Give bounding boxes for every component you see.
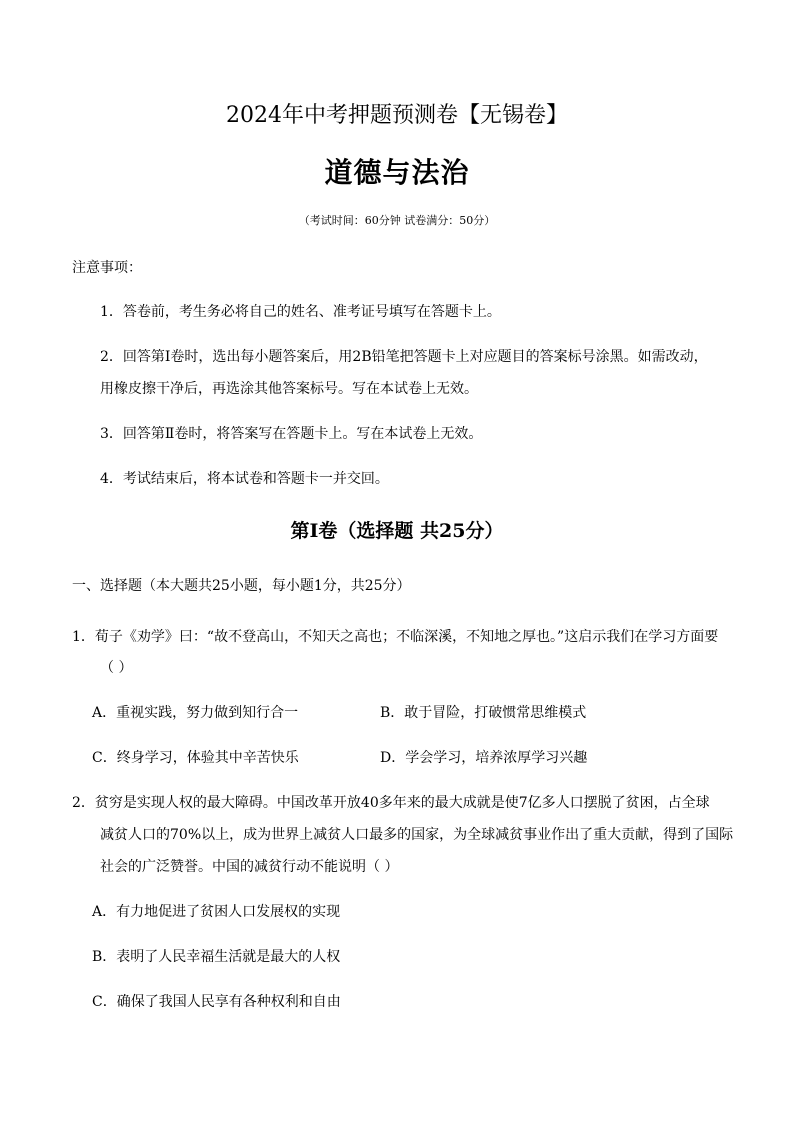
question-2-option-c: C．确保了我国人民享有各种权利和自由 (92, 994, 341, 1010)
question-2-stem-line-2: 减贫人口的70%以上，成为世界上减贫人口最多的国家，为全球减贫事业作出了重大贡献，得到了国际 (100, 827, 734, 843)
question-2-option-b: B．表明了人民幸福生活就是最大的人权 (92, 949, 341, 965)
section-title: 第Ⅰ卷（选择题 共25分） (290, 520, 504, 542)
note-item-1: 1．答卷前，考生务必将自己的姓名、准考证号填写在答题卡上。 (100, 304, 501, 320)
question-1-option-c: C．终身学习，体验其中辛苦快乐 (92, 750, 299, 766)
note-item-3: 3．回答第Ⅱ卷时，将答案写在答题卡上。写在本试卷上无效。 (100, 426, 483, 442)
question-2-option-a: A．有力地促进了贫困人口发展权的实现 (92, 904, 341, 920)
question-2-stem-line-3: 社会的广泛赞誉。中国的减贫行动不能说明（ ） (100, 859, 399, 875)
note-item-2-continued: 用橡皮擦干净后，再选涂其他答案标号。写在本试卷上无效。 (100, 381, 478, 397)
subject-title: 道德与法治 (324, 156, 470, 189)
question-1-option-a: A．重视实践，努力做到知行合一 (92, 705, 299, 721)
question-1-stem-line-1: 1．荀子《劝学》曰：“故不登高山，不知天之高也；不临深溪，不知地之厚也。”这启示我们在学习方面要 (72, 629, 719, 645)
exam-title: 2024年中考押题预测卷【无锡卷】 (226, 103, 568, 128)
note-item-4: 4．考试结束后，将本试卷和答题卡一并交回。 (100, 471, 389, 487)
question-2-stem-line-1: 2．贫穷是实现人权的最大障碍。中国改革开放40多年来的最大成就是使7亿多人口摆脱了贫困，占全球 (72, 795, 710, 811)
exam-info: （考试时间：60分钟 试卷满分：50分） (298, 214, 496, 227)
note-item-2: 2．回答第Ⅰ卷时，选出每小题答案后，用2B铅笔把答题卡上对应题目的答案标号涂黑。如需改动， (100, 349, 708, 365)
question-1-option-b: B．敢于冒险，打破惯常思维模式 (380, 705, 587, 721)
section-instruction: 一、选择题（本大题共25小题，每小题1分，共25分） (72, 578, 411, 594)
notes-heading: 注意事项： (72, 260, 142, 276)
question-1-stem-line-2: （ ） (100, 660, 133, 676)
question-1-option-d: D．学会学习，培养浓厚学习兴趣 (380, 750, 588, 766)
